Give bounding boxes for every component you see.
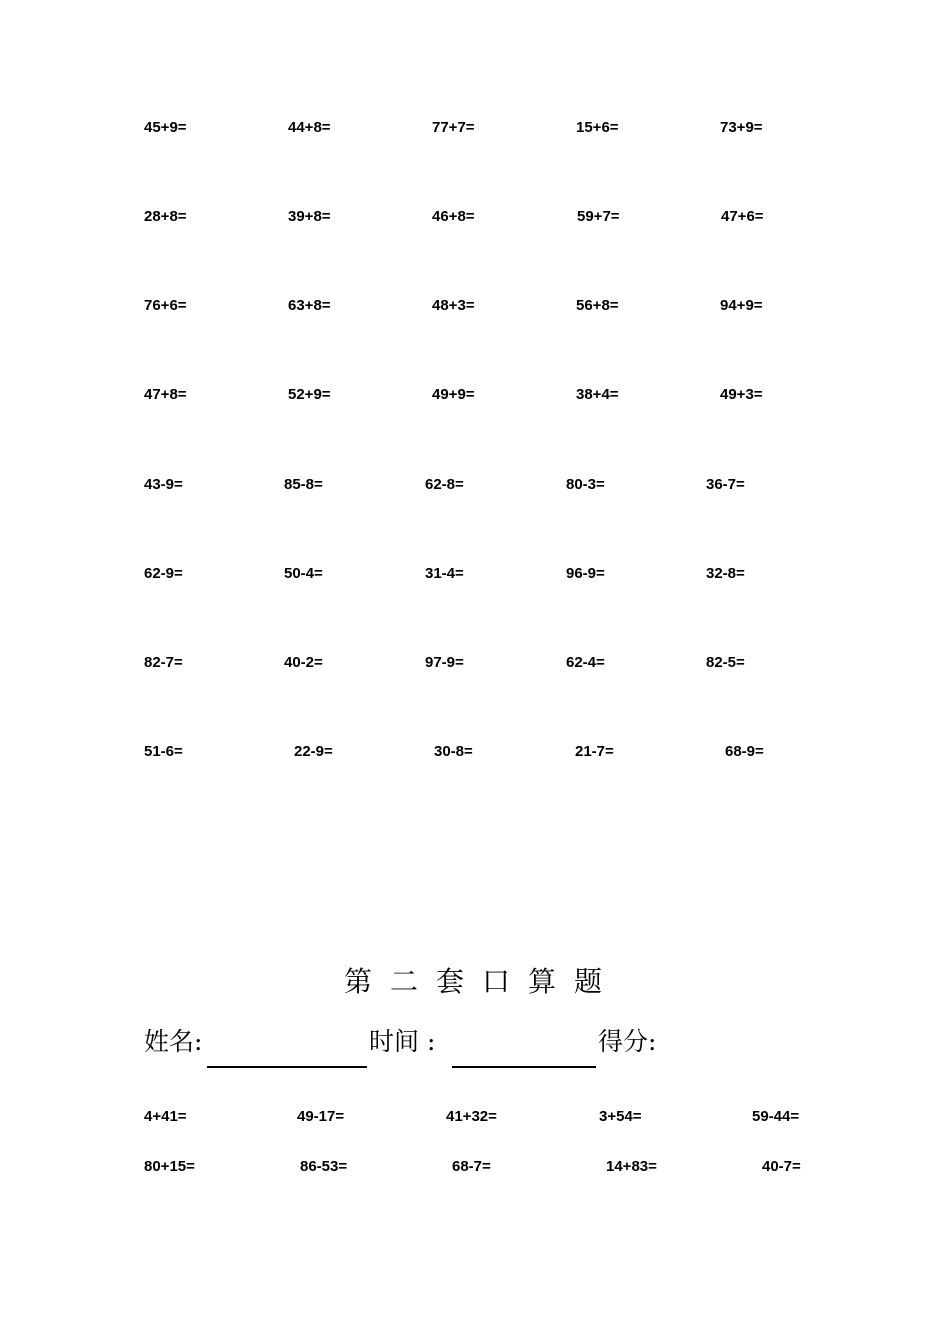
problem-item: 14+83= xyxy=(606,1158,657,1175)
name-label: 姓名: xyxy=(144,1027,203,1056)
problem-item: 62-8= xyxy=(425,476,464,493)
problem-item: 49-17= xyxy=(297,1108,345,1125)
score-label: 得分: xyxy=(598,1027,657,1056)
problem-item: 4+41= xyxy=(144,1108,187,1125)
problem-item: 82-5= xyxy=(706,654,745,671)
problem-item: 45+9= xyxy=(144,119,187,136)
problem-item: 62-4= xyxy=(566,654,605,671)
problem-item: 80+15= xyxy=(144,1158,195,1175)
problem-item: 38+4= xyxy=(576,386,619,403)
problem-item: 49+9= xyxy=(432,386,475,403)
problem-item: 30-8= xyxy=(434,743,473,760)
problem-item: 63+8= xyxy=(288,297,331,314)
problem-item: 68-7= xyxy=(452,1158,491,1175)
time-blank-line[interactable] xyxy=(452,1066,596,1068)
problem-item: 59+7= xyxy=(577,208,620,225)
problem-item: 3+54= xyxy=(599,1108,642,1125)
problem-item: 59-44= xyxy=(752,1108,800,1125)
problem-item: 76+6= xyxy=(144,297,187,314)
problem-item: 97-9= xyxy=(425,654,464,671)
problem-item: 47+8= xyxy=(144,386,187,403)
problem-item: 48+3= xyxy=(432,297,475,314)
problem-item: 73+9= xyxy=(720,119,763,136)
problem-item: 49+3= xyxy=(720,386,763,403)
problem-item: 22-9= xyxy=(294,743,333,760)
problem-item: 56+8= xyxy=(576,297,619,314)
problem-item: 44+8= xyxy=(288,119,331,136)
problem-item: 62-9= xyxy=(144,565,183,582)
problem-item: 94+9= xyxy=(720,297,763,314)
problem-item: 36-7= xyxy=(706,476,745,493)
time-label: 时间 : xyxy=(369,1027,436,1056)
problem-item: 31-4= xyxy=(425,565,464,582)
problem-item: 86-53= xyxy=(300,1158,348,1175)
problem-item: 52+9= xyxy=(288,386,331,403)
problem-item: 47+6= xyxy=(721,208,764,225)
problem-item: 41+32= xyxy=(446,1108,497,1125)
name-blank-line[interactable] xyxy=(207,1066,367,1068)
page-title: 第二套口算题 xyxy=(343,965,620,998)
problem-item: 40-2= xyxy=(284,654,323,671)
problem-item: 43-9= xyxy=(144,476,183,493)
problem-item: 28+8= xyxy=(144,208,187,225)
problem-item: 21-7= xyxy=(575,743,614,760)
problem-item: 39+8= xyxy=(288,208,331,225)
problem-item: 40-7= xyxy=(762,1158,801,1175)
problem-item: 85-8= xyxy=(284,476,323,493)
problem-item: 68-9= xyxy=(725,743,764,760)
problem-item: 50-4= xyxy=(284,565,323,582)
problem-item: 51-6= xyxy=(144,743,183,760)
problem-item: 82-7= xyxy=(144,654,183,671)
problem-item: 32-8= xyxy=(706,565,745,582)
problem-item: 96-9= xyxy=(566,565,605,582)
problem-item: 46+8= xyxy=(432,208,475,225)
problem-item: 77+7= xyxy=(432,119,475,136)
problem-item: 80-3= xyxy=(566,476,605,493)
problem-item: 15+6= xyxy=(576,119,619,136)
